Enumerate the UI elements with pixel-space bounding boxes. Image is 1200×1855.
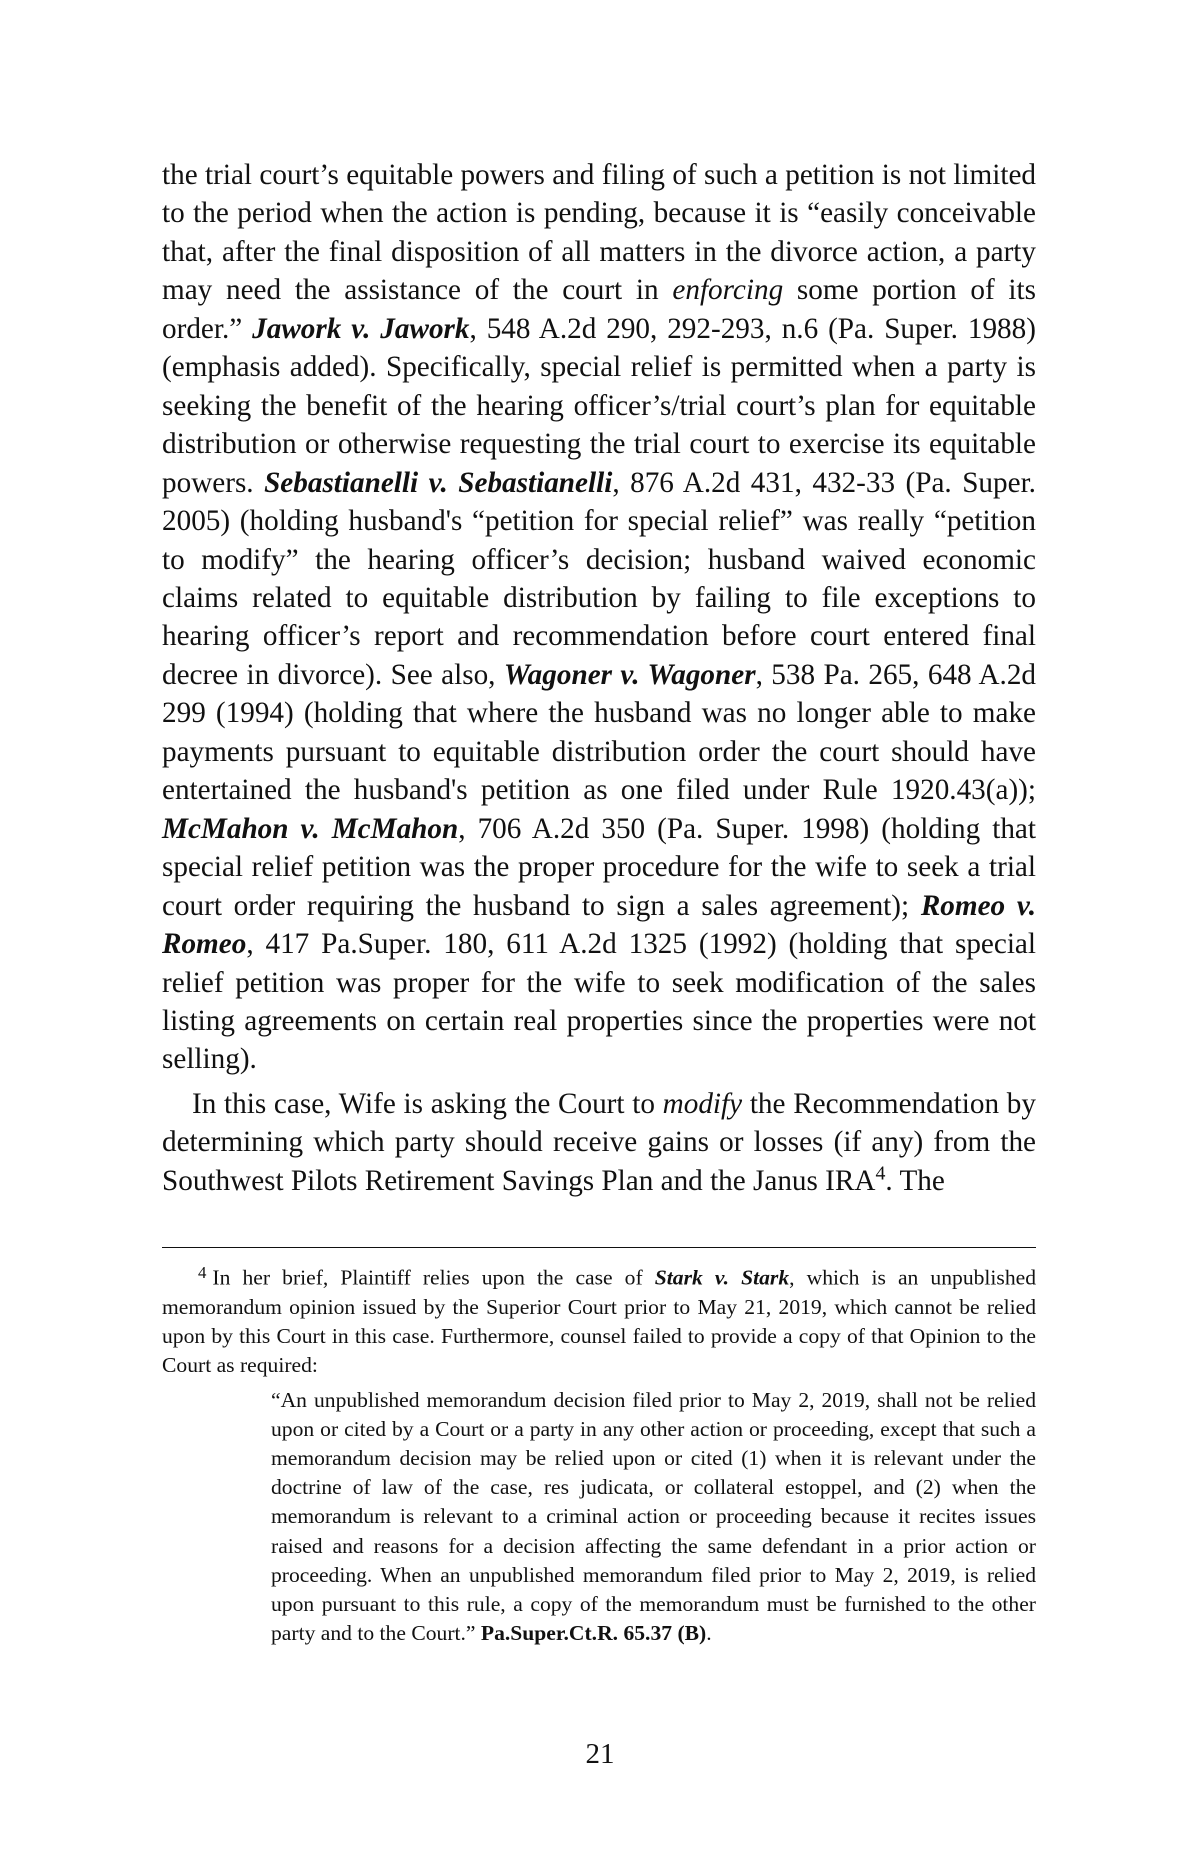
text-run: the Recommendation by determining which party should receive gains or losses (if any) from the Southwest Pilots Retirement Savings Plan and the Janus IRA (162, 1087, 1036, 1197)
rule-citation: Pa.Super.Ct.R. 65.37 (B) (480, 1620, 707, 1645)
footnote (162, 1258, 1036, 1648)
page-number: 21 (585, 1738, 615, 1770)
footnote-reference[interactable]: 4 (875, 1162, 886, 1185)
text-run: In her brief, Plaintiff relies upon the case of (212, 1265, 655, 1290)
footnote-separator (162, 1247, 1036, 1248)
case-name: Sebastianelli v. Sebastianelli (264, 466, 613, 499)
footnote-text (162, 1258, 1036, 1380)
case-name: Stark v. Stark (654, 1265, 790, 1290)
text-run: some portion of its order.” (162, 274, 1036, 345)
text-run: . (706, 1620, 712, 1645)
text-run: , which is an unpublished memorandum opinion issued by the Superior Court prior to May 21, 2019, which cannot be relied upon by this Court in this case. Furthermore, counsel failed to provide a copy of that Opinion to the Court as required: (162, 1265, 1036, 1378)
case-name: Romeo v. Romeo (162, 889, 1037, 961)
text-run: , 706 A.2d 350 (Pa. Super. 1998) (holding that special relief petition was the proper procedure for the wife to seek a trial court order requiring the husband to sign a sales agreement); (162, 812, 1036, 922)
footnote-number: 4 (198, 1263, 207, 1282)
text-run: , 876 A.2d 431, 432-33 (Pa. Super. 2005) (holding husband's “petition for special relief” was really “petition to modify” the hearing officer’s decision; husband waived economic claims related to equitable distribution by failing to file exceptions to hearing officer’s report and recommendation before court entered final decree in divorce). See also, (162, 466, 1036, 691)
text-run: In this case, Wife is asking the Court to (192, 1087, 663, 1120)
body-text (162, 156, 1036, 1200)
text-run: , 417 Pa.Super. 180, 611 A.2d 1325 (1992) (holding that special relief petition was proper for the wife to seek modification of the sales listing agreements on certain real properties since the properties were not selling). (162, 928, 1036, 1076)
text-run: , 538 Pa. 265, 648 A.2d 299 (1994) (holding that where the husband was no longer able to make payments pursuant to equitable distribution order the court should have entertained the husband's petition as one filed under Rule 1920.43(a)); (162, 658, 1037, 807)
text-run: the trial court’s equitable powers and filing of such a petition is not limited to the period when the action is pending, because it is “easily conceivable that, after the final disposition of all matters in the divorce action, a party may need the assistance of the court in (162, 159, 1036, 307)
emphasis-text: modify (662, 1087, 743, 1120)
quote-text: “An unpublished memorandum decision filed prior to May 2, 2019, shall not be relied upon or cited by a Court or a party in any other action or proceeding, except that such a memorandum decision may be relied upon or cited (1) when it is relevant under the doctrine of law of the case, res judicata, or collateral estoppel, and (2) when the memorandum is relevant to a criminal action or proceeding because it recites issues raised and reasons for a decision affecting the same defendant in a prior action or proceeding. When an unpublished memorandum filed prior to May 2, 2019, is relied upon pursuant to this rule, a copy of the memorandum must be furnished to the other party and to the Court.” (271, 1388, 1036, 1645)
case-name: Jawork v. Jawork (252, 312, 470, 345)
block-quote (271, 1386, 1036, 1648)
case-name: McMahon v. McMahon (162, 812, 459, 845)
text-run: . The (885, 1164, 945, 1197)
paragraph (162, 1085, 1036, 1200)
emphasis-text: enforcing (672, 274, 784, 307)
text-run: , 548 A.2d 290, 292-293, n.6 (Pa. Super. 1988) (emphasis added). Specifically, special relief is permitted when a party is seeking the benefit of the hearing officer’s/trial court’s plan for equitable distribution or otherwise requesting the trial court to exercise its equitable powers. (162, 312, 1036, 499)
case-name: Wagoner v. Wagoner (503, 658, 756, 691)
paragraph-continued (162, 156, 1036, 1079)
